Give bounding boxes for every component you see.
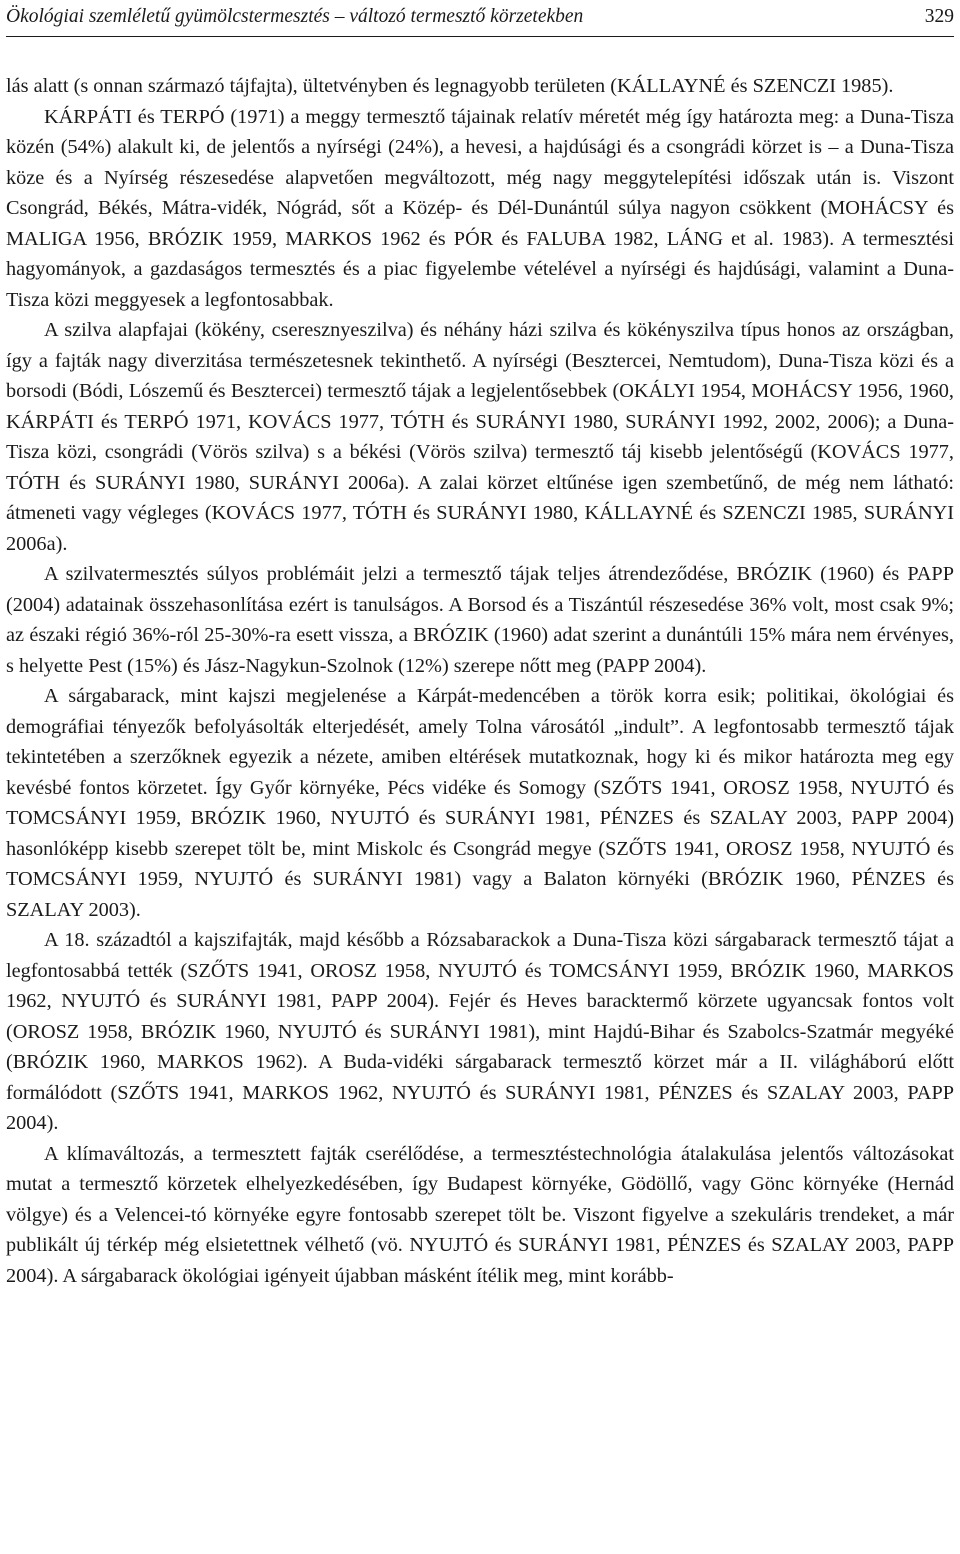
paragraph-klimavaltozas: A klímaváltozás, a termesztett fajták cserélődése, a termesztéstechnológia átalakulása jelentős változásokat mutat a termesztő körzetek elhelyezkedésében, így Budapest környéke, Gödöllő, vagy Gönc környéke (Hernád völgye) és a Velencei-tó környéke egyre fontosabb szerepet tölt be. Viszont figyelve a szekuláris trendeket, a már publikált új térkép még elsietettnek vélhető (vö. NYUJTÓ és SURÁNYI 1981, PÉNZES és SZALAY 2003, PAPP 2004). A sárgabarack ökológiai igényeit újabban másként ítélik meg, mint korább- bbox=[6, 1142, 954, 1287]
paragraph-continued: lás alatt (s onnan származó tájfajta), ültetvényben és legnagyobb területen (KÁLLAYNÉ és SZENCZI 1985). bbox=[6, 75, 894, 97]
running-title: Ökológiai szemléletű gyümölcstermesztés – változó termesztő körzetekben bbox=[6, 6, 584, 27]
paragraph-szilva: A szilva alapfajai (kökény, cseresznyeszilva) és néhány házi szilva és kökényszilva típus honos az országban, így a fajták nagy diverzitása természetesnek tekinthető. A nyírségi (Besztercei, Nemtudom), Duna-Tisza közi és a borsodi (Bódi, Lószemű és Besztercei) termesztő tájak a legjelentősebbek (OKÁLYI 1954, MOHÁCSY 1956, 1960, KÁRPÁTI és TERPÓ 1971, KOVÁCS 1977, TÓTH és SURÁNYI 1980, SURÁNYI 1992, 2002, 2006); a Duna-Tisza közi, csongrádi (Vörös szilva) s a békési (Vörös szilva) termesztő táj kisebb jelentőségű (KOVÁCS 1977, TÓTH és SURÁNYI 1980, SURÁNYI 2006a). A zalai körzet eltűnése igen szembetűnő, de még nem látható: átmeneti vagy végleges (KOVÁCS 1977, TÓTH és SURÁNYI 1980, KÁLLAYNÉ és SZENCZI 1985, SURÁNYI 2006a). bbox=[6, 319, 954, 555]
running-header bbox=[6, 0, 954, 37]
page-number: 329 bbox=[924, 6, 954, 27]
body-text bbox=[6, 71, 954, 1291]
paragraph-szilvatermesztes: A szilvatermesztés súlyos problémáit jelzi a termesztő tájak teljes átrendeződése, BRÓZIK (1960) és PAPP (2004) adatainak összehasonlítása ezért is tanulságos. A Borsod és a Tiszántúl részesedése 36% volt, most csak 9%; az északi régió 36%-ról 25-30%-ra esett vissza, a BRÓZIK (1960) adat szerint a dunántúli 15% mára nem érvényes, s helyette Pest (15%) és Jász-Nagykun-Szolnok (12%) szerepe nőtt meg (PAPP 2004). bbox=[6, 563, 954, 677]
paragraph-kajszifajtak: A 18. századtól a kajszifajták, majd később a Rózsabarackok a Duna-Tisza közi sárgabarack termesztő tájat a legfontosabbá tették (SZŐTS 1941, OROSZ 1958, NYUJTÓ és TOMCSÁNYI 1959, BRÓZIK 1960, MARKOS 1962, NYUJTÓ és SURÁNYI 1981, PAPP 2004). Fejér és Heves baracktermő körzete ugyancsak fontos volt (OROSZ 1958, BRÓZIK 1960, NYUJTÓ és SURÁNYI 1981), mint Hajdú-Bihar és Szabolcs-Szatmár megyéké (BRÓZIK 1960, MARKOS 1962). A Buda-vidéki sárgabarack termesztő körzet már a II. világháború előtt formálódott (SZŐTS 1941, MARKOS 1962, NYUJTÓ és SURÁNYI 1981, PÉNZES és SZALAY 2003, PAPP 2004). bbox=[6, 929, 954, 1134]
paragraph-sargabarack: A sárgabarack, mint kajszi megjelenése a Kárpát-medencében a török korra esik; politikai, ökológiai és demográfiai tényezők befolyásolták elterjedését, amely Tolna városától „indult”. A legfontosabb termesztő tájak tekintetében a szerzőknek egyezik a nézete, amiben eltérések mutatkoznak, hogy ki és mikor határozta meg egy kevésbé fontos körzetet. Így Győr környéke, Pécs vidéke és Somogy (SZŐTS 1941, OROSZ 1958, NYUJTÓ és TOMCSÁNYI 1959, BRÓZIK 1960, NYUJTÓ és SURÁNYI 1981, PÉNZES és SZALAY 2003, PAPP 2004) hasonlóképp kisebb szerepet tölt be, mint Miskolc és Csongrád megye (SZŐTS 1941, OROSZ 1958, NYUJTÓ és TOMCSÁNYI 1959, NYUJTÓ és SURÁNYI 1981) vagy a Balaton környéki (BRÓZIK 1960, PÉNZES és SZALAY 2003). bbox=[6, 685, 954, 921]
document-page bbox=[6, 0, 954, 1554]
paragraph-meggy: KÁRPÁTI és TERPÓ (1971) a meggy termesztő tájainak relatív méretét még így határozta meg: a Duna-Tisza közén (54%) alakult ki, de jelentős a nyírségi (24%), a hevesi, a hajdúsági és a csongrádi körzet is – a Duna-Tisza köze és a Nyírség részesedése alapvetően megváltozott, még nagy meggytelepítési időszak után is. Viszont Csongrád, Békés, Mátra-vidék, Nógrád, sőt a Közép- és Dél-Dunántúl súlya nagyon csökkent (MOHÁCSY és MALIGA 1956, BRÓZIK 1959, MARKOS 1962 és PÓR és FALUBA 1982, LÁNG et al. 1983). A termesztési hagyományok, a gazdaságos termesztés és a piac figyelembe vételével a nyírségi és hajdúsági, valamint a Duna-Tisza közi meggyesek a legfontosabbak. bbox=[6, 105, 954, 311]
